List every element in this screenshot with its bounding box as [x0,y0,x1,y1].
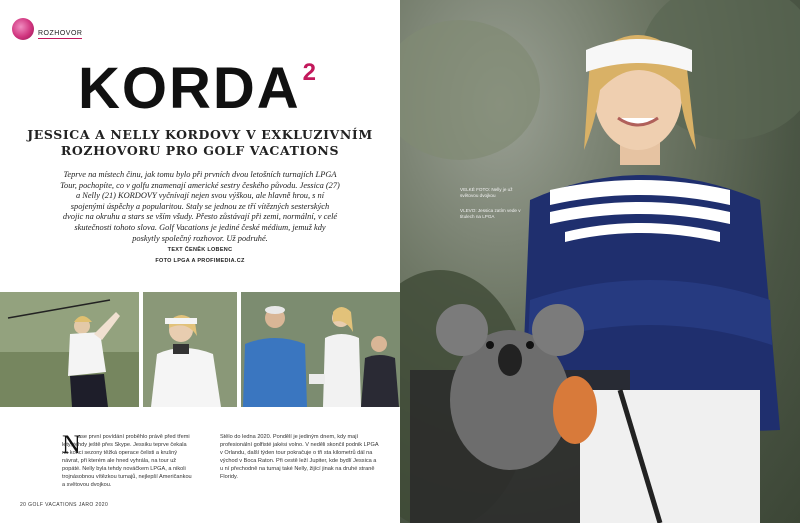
subtitle-line-1: JESSICA A NELLY KORDOVY V EXKLUZIVNÍM [27,127,373,142]
photo-sisters-caddies [241,292,400,407]
title-text: KORDA [78,56,301,121]
caption-left-photos: VLEVO: Jessica zatím vede v titulech na LPGA [460,208,521,220]
page-folio: 20 GOLF VACATIONS JARO 2020 [20,502,109,508]
article-title [78,56,319,121]
section-label: ROZHOVOR [38,30,83,37]
golfers-group-illustration [241,292,400,407]
credit-photo: FOTO LPGA A PROFIMEDIA.CZ [155,258,245,264]
subtitle-line-2: ROZHOVORU PRO GOLF VACATIONS [60,143,340,158]
body-column-1: ase první povídání proběhlo právě před třemi lety, tehdy ještě přes Skype. Jessiku teprve čekala na konci sezony těžká operace čelisti a krušný návrat, při kterém ale hned vyhrála, na tour už popáté. Nelly byla tehdy nováčkem LPGA, a nikoli trojnásobnou vítězkou turnajů, nejlepší Američankou a světovou dvojkou. [62,434,192,488]
photo-jessica-swing [0,292,139,407]
right-page-photo [400,0,800,523]
body-column-2: Stělo do ledna 2020. Pondělí je jediným dnem, kdy mají profesionální golfisté jakési volno. V neděli skončil podnik LPGA v Orlandu, další týden tour pokračuje o tři sta kilometrů dál na východ v Boca Raton. Při cestě leží Jupiter, kde bydlí Jessica a u ní přechodně na turnaj také Nelly, žijící jinak na druhé straně Floridy. [220,434,379,480]
lead-paragraph: Teprve na místech činu, jak tomu bylo při prvních dvou letošních turnajích LPGA Tour, pochopíte, co v golfu znamenají americké sestry českého původu. Jessica (27) a Nelly (21) KORDOVY vyčnívají nejen svou výškou, ale hlavně hrou, s ní spojenými úspěchy a popularitou. Staly se jednou ze tří vítězných sesterských dvojic na okruhu a stars se vším všudy. Přesto zůstávají při zemi, normální, v celé skutečnosti tohoto slova. Golf Vacations je jediné české médium, jemuž kdy poskytly společný rozhovor. Už podruhé. [60,170,340,243]
golfer-swing-illustration [0,292,139,407]
magazine-logo-icon [12,18,34,40]
golfer-portrait-illustration [143,292,237,407]
article-subtitle [20,127,380,159]
drop-cap: N [62,430,81,459]
nelly-korda-portrait [400,0,800,523]
credit-text: TEXT ČENĚK LOBENC [167,247,233,253]
title-superscript: 2 [302,58,319,86]
photo-nelly-smile [143,292,237,407]
caption-main-photo: VELKÉ FOTO: Nelly je už světovou dvojkou [460,187,513,199]
